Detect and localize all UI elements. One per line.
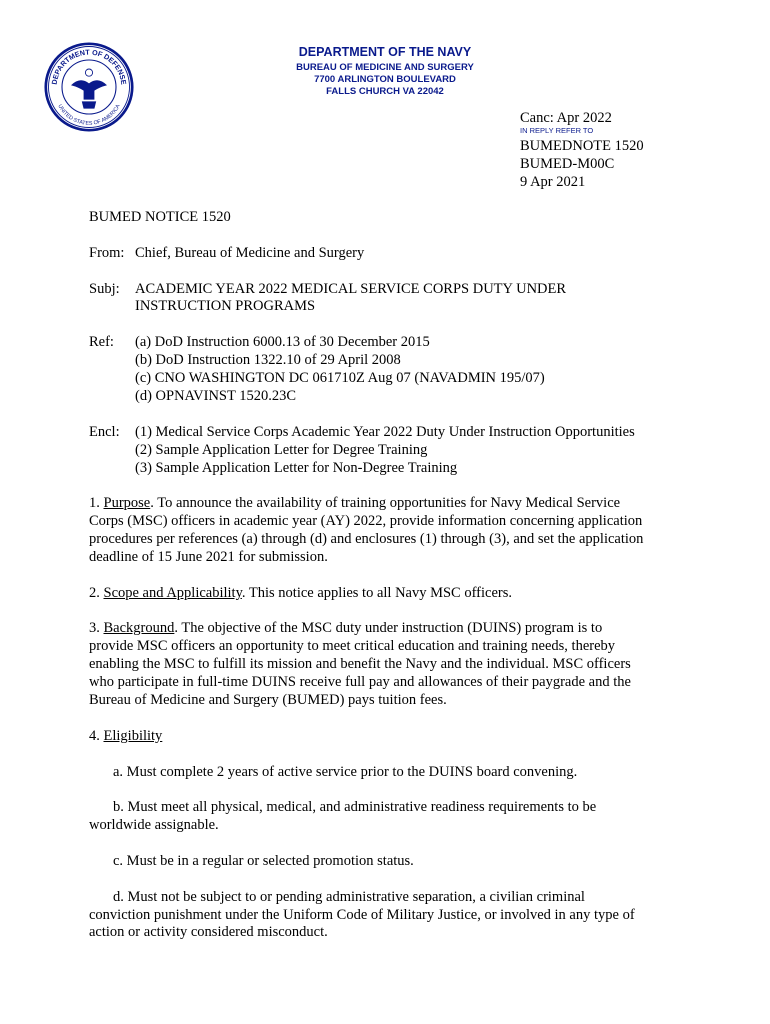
office-code: BUMED-M00C	[520, 156, 615, 172]
letterhead-city: FALLS CHURCH VA 22042	[326, 86, 444, 97]
section-number: 1.	[89, 495, 104, 511]
purpose-line	[89, 494, 620, 512]
background-text: . The objective of the MSC duty under instruction (DUINS) program is to	[174, 620, 603, 636]
seal-top-text: DEPARTMENT OF DEFENSE	[49, 47, 129, 86]
eligibility-heading: Eligibility	[103, 728, 163, 744]
from-value: Chief, Bureau of Medicine and Surgery	[135, 245, 365, 261]
background-line: Bureau of Medicine and Surgery (BUMED) pays tuition fees.	[89, 692, 447, 708]
eligibility-item-d: d. Must not be subject to or pending administrative separation, a civilian criminal	[113, 889, 585, 905]
purpose-line: procedures per references (a) through (d) and enclosures (1) through (3), and set the application	[89, 531, 644, 547]
background-line: who participate in full-time DUINS receive full pay and allowances of their paygrade and the	[89, 674, 631, 690]
cancellation-date: Canc: Apr 2022	[520, 110, 612, 126]
eligibility-item-a: a. Must complete 2 years of active service prior to the DUINS board convening.	[113, 764, 578, 780]
background-line: provide MSC officers an opportunity to meet critical education and training needs, thereby	[89, 638, 616, 654]
section-number: 2.	[89, 585, 104, 601]
encl-label: Encl:	[89, 424, 120, 440]
ref-item: (c) CNO WASHINGTON DC 061710Z Aug 07 (NAVADMIN 195/07)	[135, 370, 545, 386]
doc-number: BUMEDNOTE 1520	[520, 138, 644, 154]
encl-item: (1) Medical Service Corps Academic Year 2022 Duty Under Instruction Opportunities	[135, 424, 635, 440]
encl-item: (3) Sample Application Letter for Non-Degree Training	[135, 460, 458, 476]
ref-item: (a) DoD Instruction 6000.13 of 30 December 2015	[135, 334, 430, 350]
subj-line: INSTRUCTION PROGRAMS	[135, 298, 316, 314]
subj-line: ACADEMIC YEAR 2022 MEDICAL SERVICE CORPS DUTY UNDER	[135, 281, 567, 297]
ref-item: (b) DoD Instruction 1322.10 of 29 April 2008	[135, 352, 401, 368]
eligibility-heading-line	[89, 727, 162, 745]
scope-line	[89, 584, 512, 602]
seal-bottom-text: UNITED STATES OF AMERICA	[56, 103, 122, 127]
eligibility-item-b-cont: worldwide assignable.	[89, 817, 219, 833]
subj-label: Subj:	[89, 281, 120, 297]
notice-title: BUMED NOTICE 1520	[89, 209, 231, 225]
ref-item: (d) OPNAVINST 1520.23C	[135, 388, 296, 404]
eligibility-item-b: b. Must meet all physical, medical, and administrative readiness requirements to be	[113, 799, 597, 815]
eligibility-item-d-cont: conviction punishment under the Uniform Code of Military Justice, or involved in any type of	[89, 907, 635, 923]
eligibility-item-d-cont: action or activity considered misconduct.	[89, 924, 328, 940]
document-date: 9 Apr 2021	[520, 174, 586, 190]
background-line	[89, 619, 602, 637]
from-label: From:	[89, 245, 125, 261]
reply-refer-label: IN REPLY REFER TO	[520, 126, 594, 135]
scope-heading: Scope and Applicability	[103, 585, 242, 601]
scope-text: . This notice applies to all Navy MSC officers.	[241, 585, 512, 601]
encl-item: (2) Sample Application Letter for Degree Training	[135, 442, 428, 458]
purpose-text: . To announce the availability of training opportunities for Navy Medical Service	[150, 495, 621, 511]
letterhead-address: 7700 ARLINGTON BOULEVARD	[314, 74, 456, 85]
ref-label: Ref:	[89, 334, 114, 350]
letterhead-bureau: BUREAU OF MEDICINE AND SURGERY	[296, 62, 474, 73]
purpose-line: deadline of 15 June 2021 for submission.	[89, 549, 328, 565]
purpose-line: Corps (MSC) officers in academic year (AY) 2022, provide information concerning application	[89, 513, 643, 529]
eligibility-item-c: c. Must be in a regular or selected promotion status.	[113, 853, 414, 869]
background-line: enabling the MSC to fulfill its mission and benefit the Navy and the individual. MSC officers	[89, 656, 631, 672]
purpose-heading: Purpose	[103, 495, 151, 511]
section-number: 4.	[89, 728, 104, 744]
background-heading: Background	[103, 620, 175, 636]
section-number: 3.	[89, 620, 104, 636]
letterhead-department: DEPARTMENT OF THE NAVY	[298, 45, 472, 59]
